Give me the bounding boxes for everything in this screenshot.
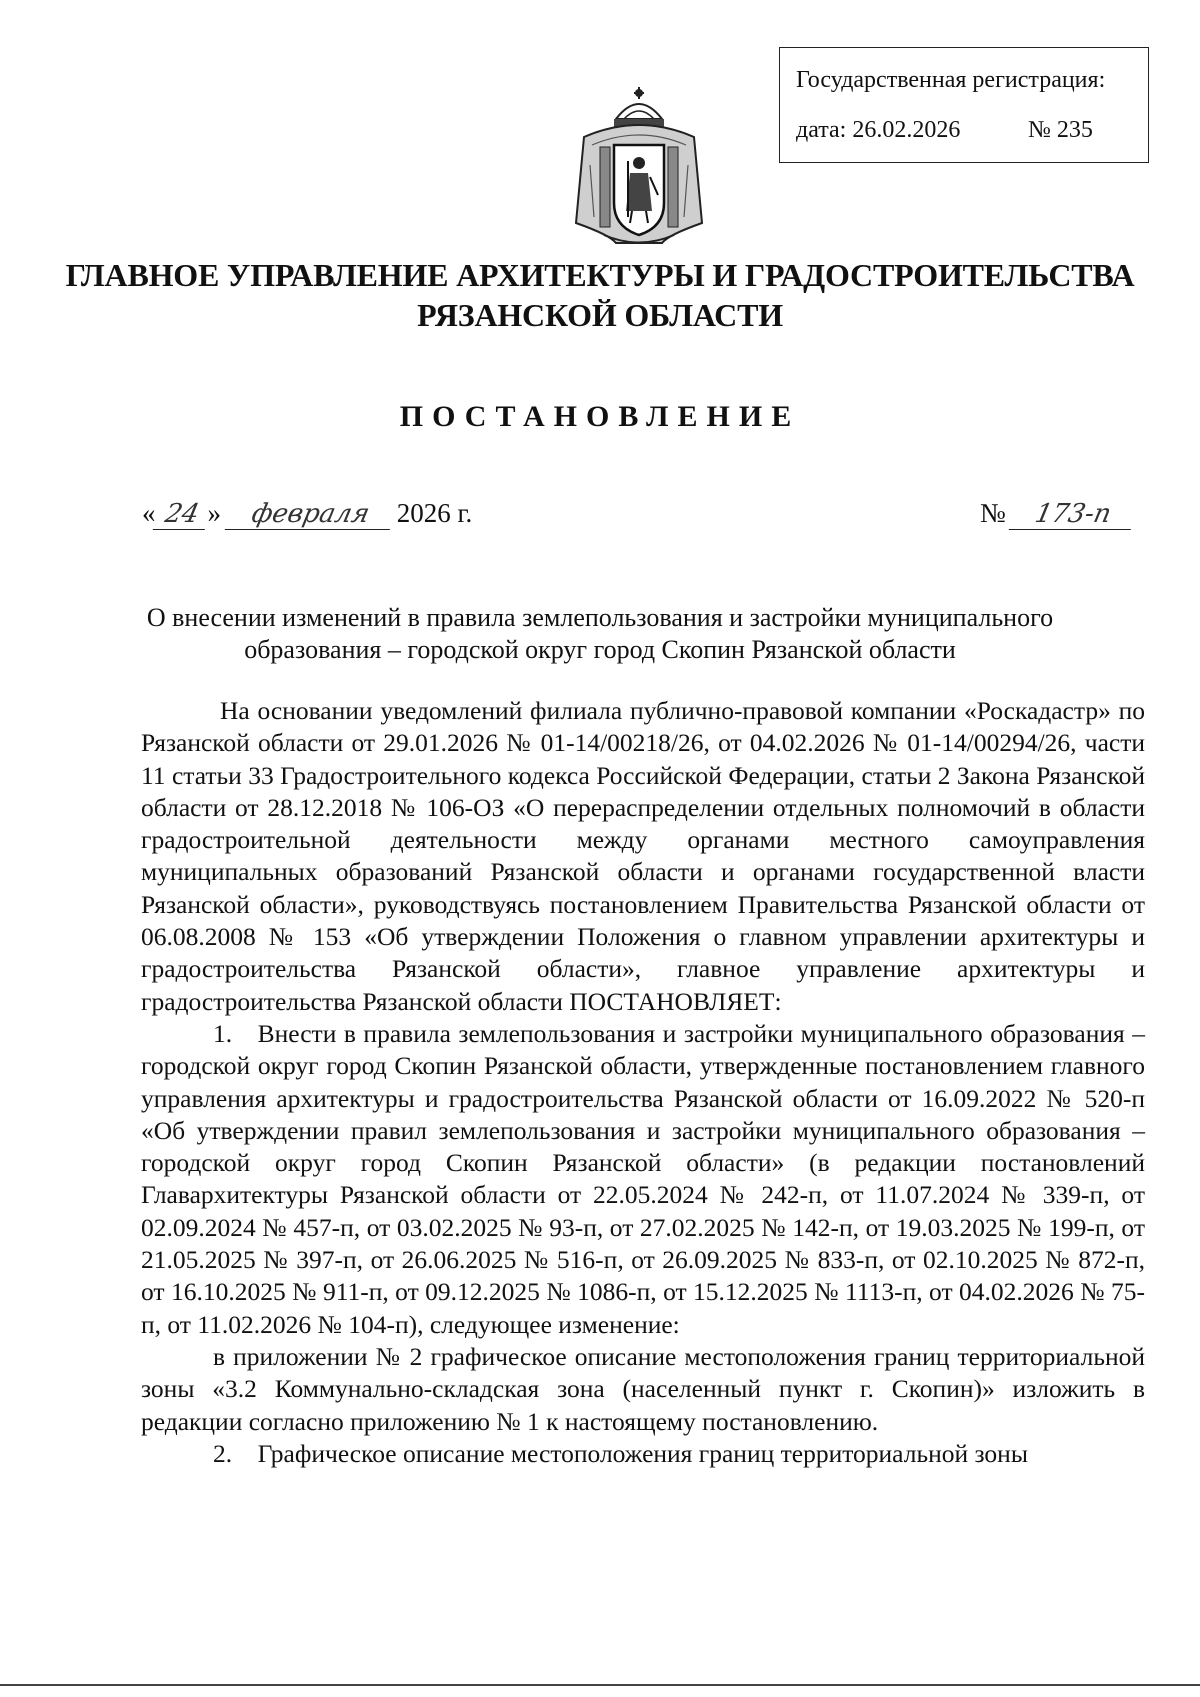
organization-line-1: ГЛАВНОЕ УПРАВЛЕНИЕ АРХИТЕКТУРЫ И ГРАДОСТРОИТЕЛЬСТВА	[65, 257, 1135, 293]
organization-line-2: РЯЗАНСКОЙ ОБЛАСТИ	[417, 297, 783, 333]
registration-date: дата: 26.02.2026	[796, 117, 961, 143]
ryazan-coat-of-arms-icon	[564, 85, 714, 250]
date-year: 2026 г.	[396, 498, 473, 528]
subject-line-2: образования – городской округ город Скопин Рязанской области	[244, 635, 956, 664]
date-day-handwritten: 24	[152, 499, 211, 530]
number-handwritten: 173-п	[1008, 499, 1137, 530]
document-subject	[120, 602, 1080, 666]
document-body	[141, 695, 1145, 1470]
document-number	[980, 498, 1134, 530]
document-type-title: ПОСТАНОВЛЕНИЕ	[399, 400, 801, 433]
registration-number: № 235	[1028, 117, 1093, 143]
date-open-quote: «	[142, 498, 156, 528]
document-date	[142, 498, 472, 530]
date-month-handwritten: февраля	[224, 499, 396, 530]
registration-date-line	[796, 116, 1093, 145]
registration-label: Государственная регистрация:	[796, 67, 1106, 93]
item-1-paragraph: 1. Внести в правила землепользования и застройки муниципального образования – городской округ город Скопин Рязанской области, утвержденные постановлением главного управления архитектуры и градостроительства Рязанской области от 16.09.2022 № 520-п «Об утверждении правил землепользования и застройки муниципального образования – городской округ город Скопин Рязанской области» (в редакции постановлений Главархитектуры Рязанской области от 22.05.2024 № 242-п, от 11.07.2024 № 339-п, от 02.09.2024 № 457-п, от 03.02.2025 № 93-п, от 27.02.2025 № 142-п, от 19.03.2025 № 199-п, от 21.05.2025 № 397-п, от 26.06.2025 № 516-п, от 26.09.2025 № 833-п, от 02.10.2025 № 872-п, от 16.10.2025 № 911-п, от 09.12.2025 № 1086-п, от 15.12.2025 № 1113-п, от 04.02.2026 № 75-п, от 11.02.2026 № 104-п), следующее изменение:	[141, 1018, 1145, 1339]
number-prefix: №	[980, 498, 1006, 528]
date-close-quote: »	[207, 498, 221, 528]
subject-line-1: О внесении изменений в правила землепользования и застройки муниципального	[146, 603, 1054, 632]
item-2-paragraph: 2. Графическое описание местоположения границ территориальной зоны	[213, 1438, 1028, 1468]
page-bottom-edge	[0, 1684, 1200, 1686]
item-1-sub-paragraph: в приложении № 2 графическое описание местоположения границ территориальной зоны «3.2 Коммунально-складская зона (населенный пункт г. Скопин)» изложить в редакции согласно приложению № 1 к настоящему постановлению.	[141, 1341, 1145, 1436]
registration-stamp	[779, 47, 1149, 163]
organization-name	[60, 255, 1140, 335]
preamble-paragraph: На основании уведомлений филиала публично-правовой компании «Роскадастр» по Рязанской области от 29.01.2026 № 01-14/00218/26, от 04.02.2026 № 01-14/00294/26, части 11 статьи 33 Градостроительного кодекса Российской Федерации, статьи 2 Закона Рязанской области от 28.12.2018 № 106-ОЗ «О перераспределении отдельных полномочий в области градостроительной деятельности между органами местного самоуправления муниципальных образований Рязанской области и органами государственной власти Рязанской области», руководствуясь постановлением Правительства Рязанской области от 06.08.2008 № 153 «Об утверждении Положения о главном управлении архитектуры и градостроительства Рязанской области», главное управление архитектуры и градостроительства Рязанской области ПОСТАНОВЛЯЕТ:	[141, 696, 1145, 1016]
